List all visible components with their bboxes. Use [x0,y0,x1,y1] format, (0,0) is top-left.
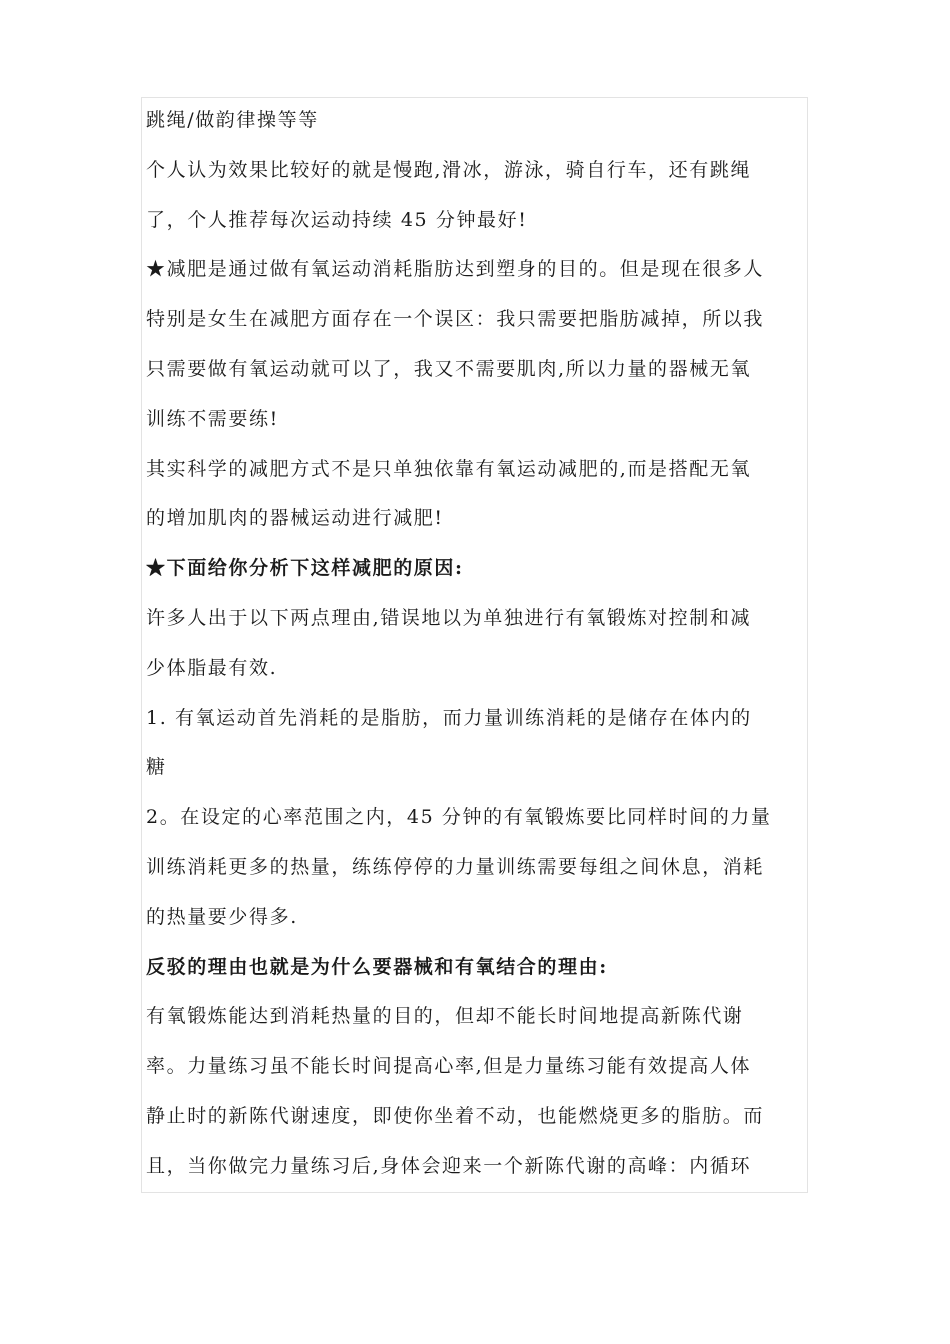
text-line-20: 率。力量练习虽不能长时间提高心率,但是力量练习能有效提高人体 [146,1055,752,1078]
text-line-2: 个人认为效果比较好的就是慢跑,滑冰，游泳，骑自行车，还有跳绳 [146,158,752,181]
text-line-1: 跳绳/做韵律操等等 [146,109,319,131]
text-line-16: 训练消耗更多的热量，练练停停的力量训练需要每组之间休息，消耗 [146,855,765,878]
text-line-7: 训练不需要练! [146,407,279,430]
section-heading-reasons: ★下面给你分析下这样减肥的原因: [146,557,464,580]
text-line-21: 静止时的新陈代谢速度，即使你坐着不动，也能燃烧更多的脂肪。而 [146,1104,765,1127]
text-line-15: 2。在设定的心率范围之内，45 分钟的有氧锻炼要比同样时间的力量 [146,806,772,829]
document-body [146,96,822,1192]
text-line-3: 了，个人推荐每次运动持续 45 分钟最好! [146,208,528,231]
text-line-5: 特别是女生在减肥方面存在一个误区：我只需要把脂肪减掉，所以我 [146,308,765,331]
text-line-13: 1. 有氧运动首先消耗的是脂肪，而力量训练消耗的是储存在体内的 [146,706,752,729]
section-heading-rebuttal: 反驳的理由也就是为什么要器械和有氧结合的理由: [146,955,608,978]
text-line-17: 的热量要少得多. [146,905,298,928]
text-line-19: 有氧锻炼能达到消耗热量的目的，但却不能长时间地提高新陈代谢 [146,1005,744,1028]
text-line-11: 许多人出于以下两点理由,错误地以为单独进行有氧锻炼对控制和减 [146,606,752,629]
text-line-14: 糖 [146,756,167,779]
text-line-9: 的增加肌肉的器械运动进行减肥! [146,507,444,530]
text-line-12: 少体脂最有效. [146,656,278,679]
text-line-6: 只需要做有氧运动就可以了，我又不需要肌肉,所以力量的器械无氧 [146,357,752,380]
text-line-4: ★减肥是通过做有氧运动消耗脂肪达到塑身的目的。但是现在很多人 [146,258,765,281]
text-line-22: 且，当你做完力量练习后,身体会迎来一个新陈代谢的高峰：内循环 [146,1154,752,1177]
text-line-8: 其实科学的减肥方式不是只单独依靠有氧运动减肥的,而是搭配无氧 [146,457,752,480]
